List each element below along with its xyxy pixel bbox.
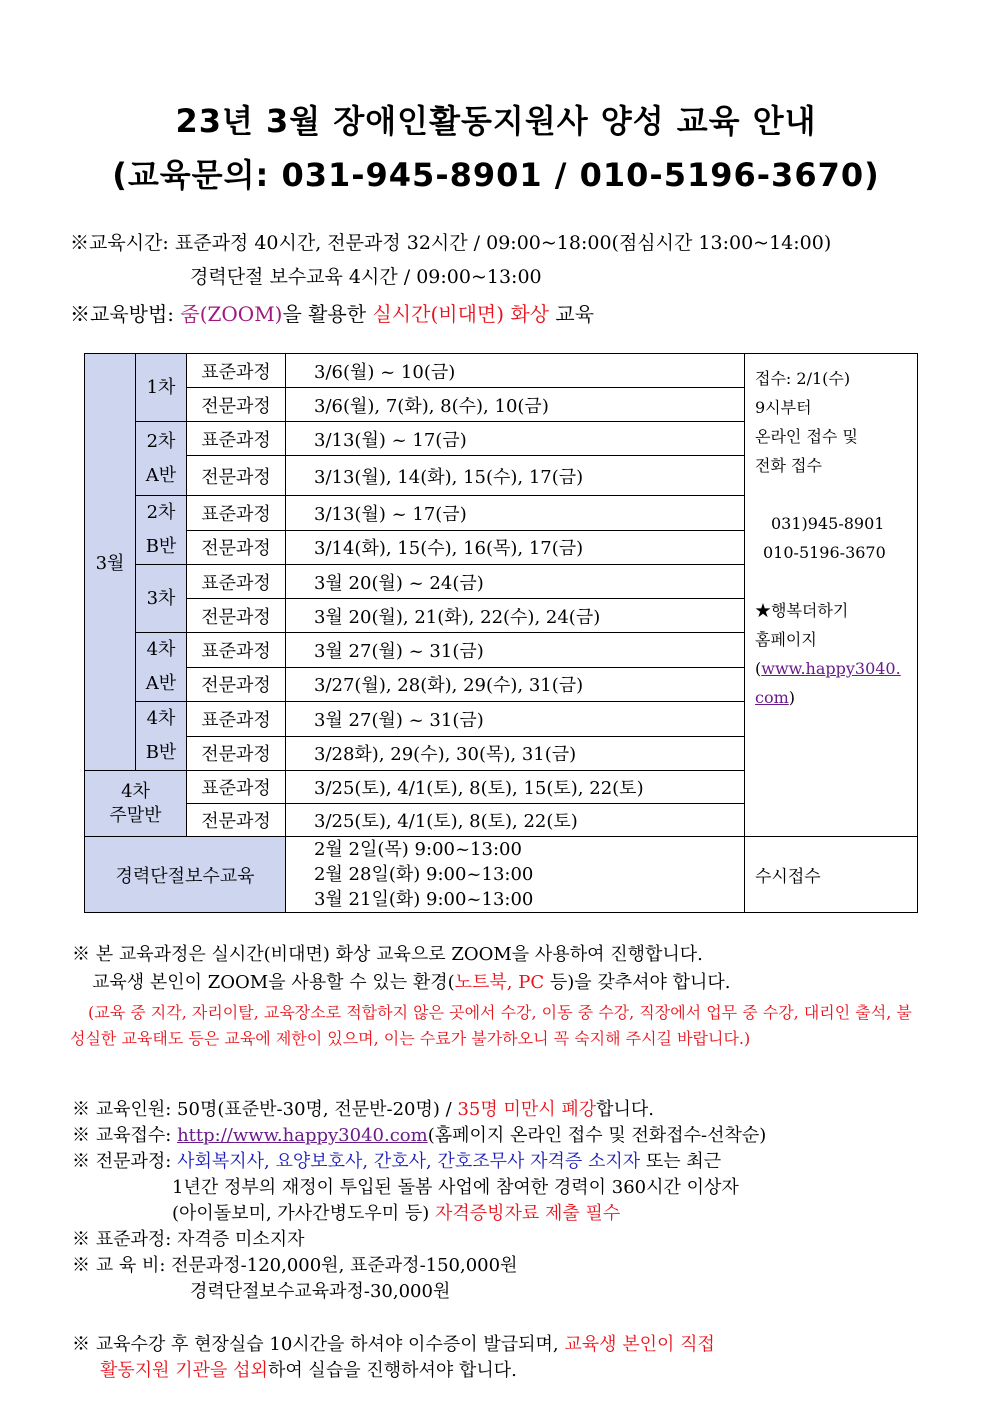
edu-time-label: ※교육시간: <box>70 232 169 254</box>
info-std: ※ 표준과정: 자격증 미소지자 <box>72 1229 305 1250</box>
inquiry-contact: (교육문의: 031-945-8901 / 010-5196-3670) <box>112 156 880 194</box>
pro-line3 <box>172 1201 620 1227</box>
url-close-paren: ) <box>788 688 796 707</box>
refresh-row <box>85 837 918 913</box>
practice-d: 하여 실습을 진행하셔야 합니다. <box>267 1360 517 1381</box>
round-cell: 4차 B반 <box>136 702 187 771</box>
edu-time-line2: 경력단절 보수교육 4시간 / 09:00~13:00 <box>190 266 542 288</box>
course-cell: 표준과정 <box>187 565 286 599</box>
pro-proof: 자격증빙자료 제출 필수 <box>434 1203 621 1224</box>
notice-line2 <box>92 970 731 996</box>
round-cell: 1차 <box>136 354 187 422</box>
course-cell: 전문과정 <box>187 804 286 837</box>
url-open-paren: ( <box>755 659 762 678</box>
dates-cell: 3월 27(월) ~ 31(금) <box>286 702 745 737</box>
practice-line2 <box>100 1358 517 1384</box>
practice-a: ※ 교육수강 후 현장실습 10시간을 하셔야 이수증이 발급되며, <box>72 1334 565 1355</box>
edu-method-label: ※교육방법: <box>70 302 175 326</box>
course-cell: 표준과정 <box>187 354 286 388</box>
reception-line3: 온라인 접수 및 <box>755 427 858 446</box>
edu-time-line1 <box>70 228 831 255</box>
edu-method-tail: 교육 <box>555 302 595 326</box>
course-cell: 표준과정 <box>187 496 286 531</box>
page-title: 23년 3월 장애인활동지원사 양성 교육 안내 <box>175 102 817 140</box>
notice-device: 노트북, PC <box>454 972 545 993</box>
dates-cell: 3/13(월) ~ 17(금) <box>286 422 745 456</box>
weekend-round-cell: 4차 주말반 <box>85 771 187 837</box>
dates-cell: 3/6(월) ~ 10(금) <box>286 354 745 388</box>
pro-line2: 1년간 정부의 재정이 투입된 돌봄 사업에 참여한 경력이 360시간 이상자 <box>172 1177 739 1198</box>
reception-line2: 9시부터 <box>755 398 812 417</box>
pro-c: 또는 최근 <box>640 1151 722 1172</box>
pro-license: 사회복지사, 요양보호사, 간호사, 간호조무사 자격증 소지자 <box>177 1151 641 1172</box>
reception-homepage: 홈페이지 <box>755 630 817 649</box>
course-cell: 전문과정 <box>187 388 286 422</box>
apply-c: (홈페이지 온라인 접수 및 전화접수-선착순) <box>427 1125 767 1146</box>
edu-method <box>70 298 594 327</box>
dates-cell: 3월 20(월), 21(화), 22(수), 24(금) <box>286 599 745 633</box>
homepage-link-part1[interactable]: www.happy3040. <box>761 659 901 678</box>
reception-line1: 접수: 2/1(수) <box>755 369 851 388</box>
info-fee: ※ 교 육 비: 전문과정-120,000원, 표준과정-150,000원 <box>72 1255 518 1276</box>
practice-b: 교육생 본인이 직접 <box>564 1334 715 1355</box>
reception-star: ★행복더하기 <box>755 601 849 620</box>
course-cell: 전문과정 <box>187 530 286 565</box>
edu-method-mid: 을 활용한 <box>282 302 367 326</box>
dates-cell: 3/25(토), 4/1(토), 8(토), 15(토), 22(토) <box>286 771 745 804</box>
dates-cell: 3/6(월), 7(화), 8(수), 10(금) <box>286 388 745 422</box>
zoom-text: 줌(ZOOM) <box>180 302 283 326</box>
info-apply <box>72 1123 766 1149</box>
table-row <box>85 354 918 388</box>
practice-c: 활동지원 기관을 섭외 <box>100 1360 268 1381</box>
info-fee2: 경력단절보수교육과정-30,000원 <box>190 1281 451 1302</box>
info-pro <box>72 1149 721 1175</box>
course-cell: 전문과정 <box>187 667 286 702</box>
dates-cell: 3/28화), 29(수), 30(목), 31(금) <box>286 736 745 771</box>
round-cell: 3차 <box>136 565 187 633</box>
reception-cell <box>745 354 918 837</box>
capacity-cancel: 35명 미만시 폐강 <box>457 1099 597 1120</box>
dates-cell: 3월 27(월) ~ 31(금) <box>286 633 745 668</box>
schedule-table <box>84 353 918 913</box>
info-capacity <box>72 1097 654 1123</box>
course-cell: 표준과정 <box>187 702 286 737</box>
capacity-a: ※ 교육인원: 50명(표준반-30명, 전문반-20명) / <box>72 1099 458 1120</box>
round-cell: 2차 B반 <box>136 496 187 565</box>
reception-phone1: 031)945-8901 <box>771 514 885 533</box>
realtime-text: 실시간(비대면) 화상 <box>372 302 550 326</box>
pro-a: ※ 전문과정: <box>72 1151 178 1172</box>
course-cell: 전문과정 <box>187 456 286 496</box>
course-cell: 전문과정 <box>187 736 286 771</box>
refresh-note-cell: 수시접수 <box>745 837 918 913</box>
pro-line3-a: (아이돌보미, 가사간병도우미 등) <box>172 1203 435 1224</box>
dates-cell: 3/14(화), 15(수), 16(목), 17(금) <box>286 530 745 565</box>
dates-cell: 3/13(월) ~ 17(금) <box>286 496 745 531</box>
apply-a: ※ 교육접수: <box>72 1125 178 1146</box>
apply-url-link[interactable]: http://www.happy3040.com <box>177 1125 428 1146</box>
reception-url-line2 <box>755 683 911 712</box>
course-cell: 표준과정 <box>187 422 286 456</box>
course-cell: 전문과정 <box>187 599 286 633</box>
refresh-name-cell: 경력단절보수교육 <box>85 837 286 913</box>
round-cell: 4차 A반 <box>136 633 187 702</box>
course-cell: 표준과정 <box>187 633 286 668</box>
notice-line2-c: 등)을 갖추셔야 합니다. <box>544 972 731 993</box>
refresh-date: 3월 21일(화) 9:00~13:00 <box>314 889 534 910</box>
dates-cell: 3/13(월), 14(화), 15(수), 17(금) <box>286 456 745 496</box>
dates-cell: 3월 20(월) ~ 24(금) <box>286 565 745 599</box>
reception-line4: 전화 접수 <box>755 456 822 475</box>
dates-cell: 3/25(토), 4/1(토), 8(토), 22(토) <box>286 804 745 837</box>
notice-line2-a: 교육생 본인이 ZOOM을 사용할 수 있는 환경( <box>92 972 455 993</box>
round-cell: 2차 A반 <box>136 422 187 496</box>
refresh-date: 2월 2일(목) 9:00~13:00 <box>314 839 522 860</box>
course-cell: 표준과정 <box>187 771 286 804</box>
notice-line1: ※ 본 교육과정은 실시간(비대면) 화상 교육으로 ZOOM을 사용하여 진행합니다. <box>72 944 703 965</box>
refresh-date: 2월 28일(화) 9:00~13:00 <box>314 864 534 885</box>
capacity-c: 합니다. <box>596 1099 655 1120</box>
reception-phone2: 010-5196-3670 <box>763 543 886 562</box>
notice-warning: (교육 중 지각, 자리이탈, 교육장소로 적합하지 않은 곳에서 수강, 이동 중 수강, 직장에서 업무 중 수강, 대리인 출석, 불성실한 교육태도 등은 교육에 제한이 있으며, 이는 수료가 불가하오니 꼭 숙지해 주시길 바랍니다.) <box>70 1003 912 1048</box>
practice-line1 <box>72 1332 715 1358</box>
month-cell: 3월 <box>85 354 136 771</box>
reception-url-line1 <box>755 654 911 683</box>
dates-cell: 3/27(월), 28(화), 29(수), 31(금) <box>286 667 745 702</box>
homepage-link-part2[interactable]: com <box>755 688 789 707</box>
edu-time-value: 표준과정 40시간, 전문과정 32시간 / 09:00~18:00(점심시간 13:00~14:00) <box>174 232 832 254</box>
refresh-dates-cell <box>286 837 745 913</box>
